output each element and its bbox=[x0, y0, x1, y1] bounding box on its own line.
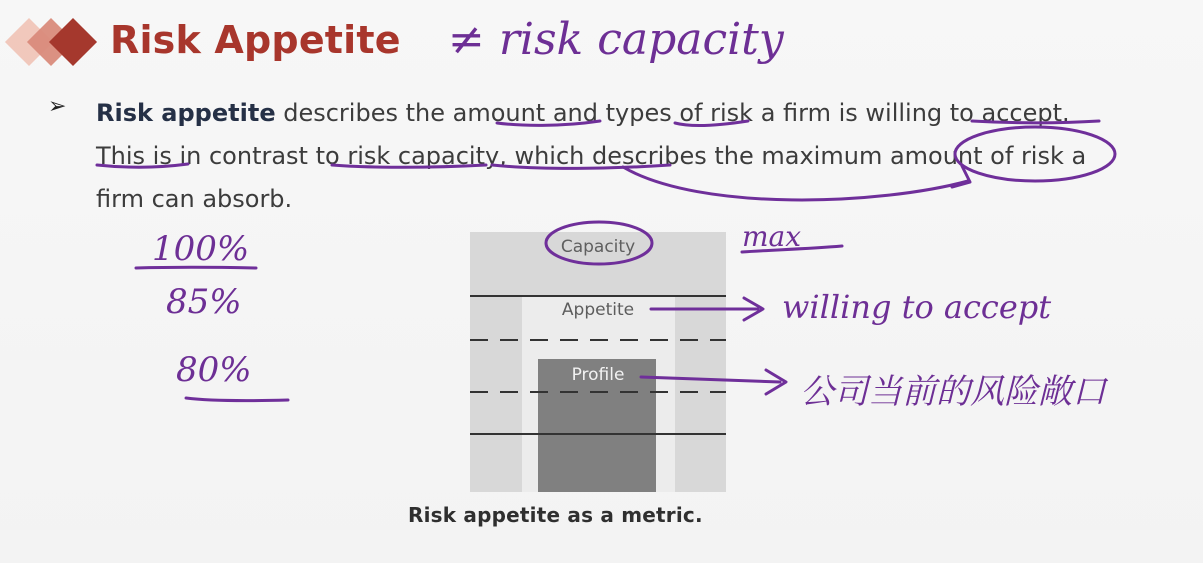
profile-arrowhead-icon bbox=[766, 370, 786, 394]
capacity-note: max bbox=[742, 220, 802, 253]
term-risk-appetite: Risk appetite bbox=[96, 99, 276, 127]
capacity-note-underline bbox=[742, 246, 842, 252]
percent-underline-1 bbox=[136, 267, 256, 268]
percent-80: 80% bbox=[176, 350, 252, 390]
percent-underline-2 bbox=[186, 398, 288, 401]
percent-100: 100% bbox=[152, 229, 250, 269]
capacity-label: Capacity bbox=[560, 237, 636, 257]
description-text: describes the amount and types of risk a firm is willing to accept. This is in contrast to risk capacity, which describes the maximum amount of risk a firm can absorb. bbox=[96, 99, 1087, 213]
diagram-lines bbox=[470, 232, 726, 492]
bullet-marker: ➢ bbox=[48, 94, 67, 119]
appetite-note: willing to accept bbox=[782, 288, 1052, 326]
diagram-caption: Risk appetite as a metric. bbox=[408, 503, 703, 527]
profile-note: 公司当前的风险敞口 bbox=[800, 372, 1106, 412]
appetite-label: Appetite bbox=[561, 300, 635, 320]
risk-diagram bbox=[470, 232, 726, 492]
appetite-arrowhead-icon bbox=[744, 298, 763, 320]
body-paragraph bbox=[96, 92, 1126, 221]
profile-label: Profile bbox=[571, 365, 625, 385]
percent-85: 85% bbox=[166, 282, 242, 322]
title-annotation: ≠ risk capacity bbox=[448, 14, 784, 65]
slide-title: Risk Appetite bbox=[110, 18, 401, 62]
